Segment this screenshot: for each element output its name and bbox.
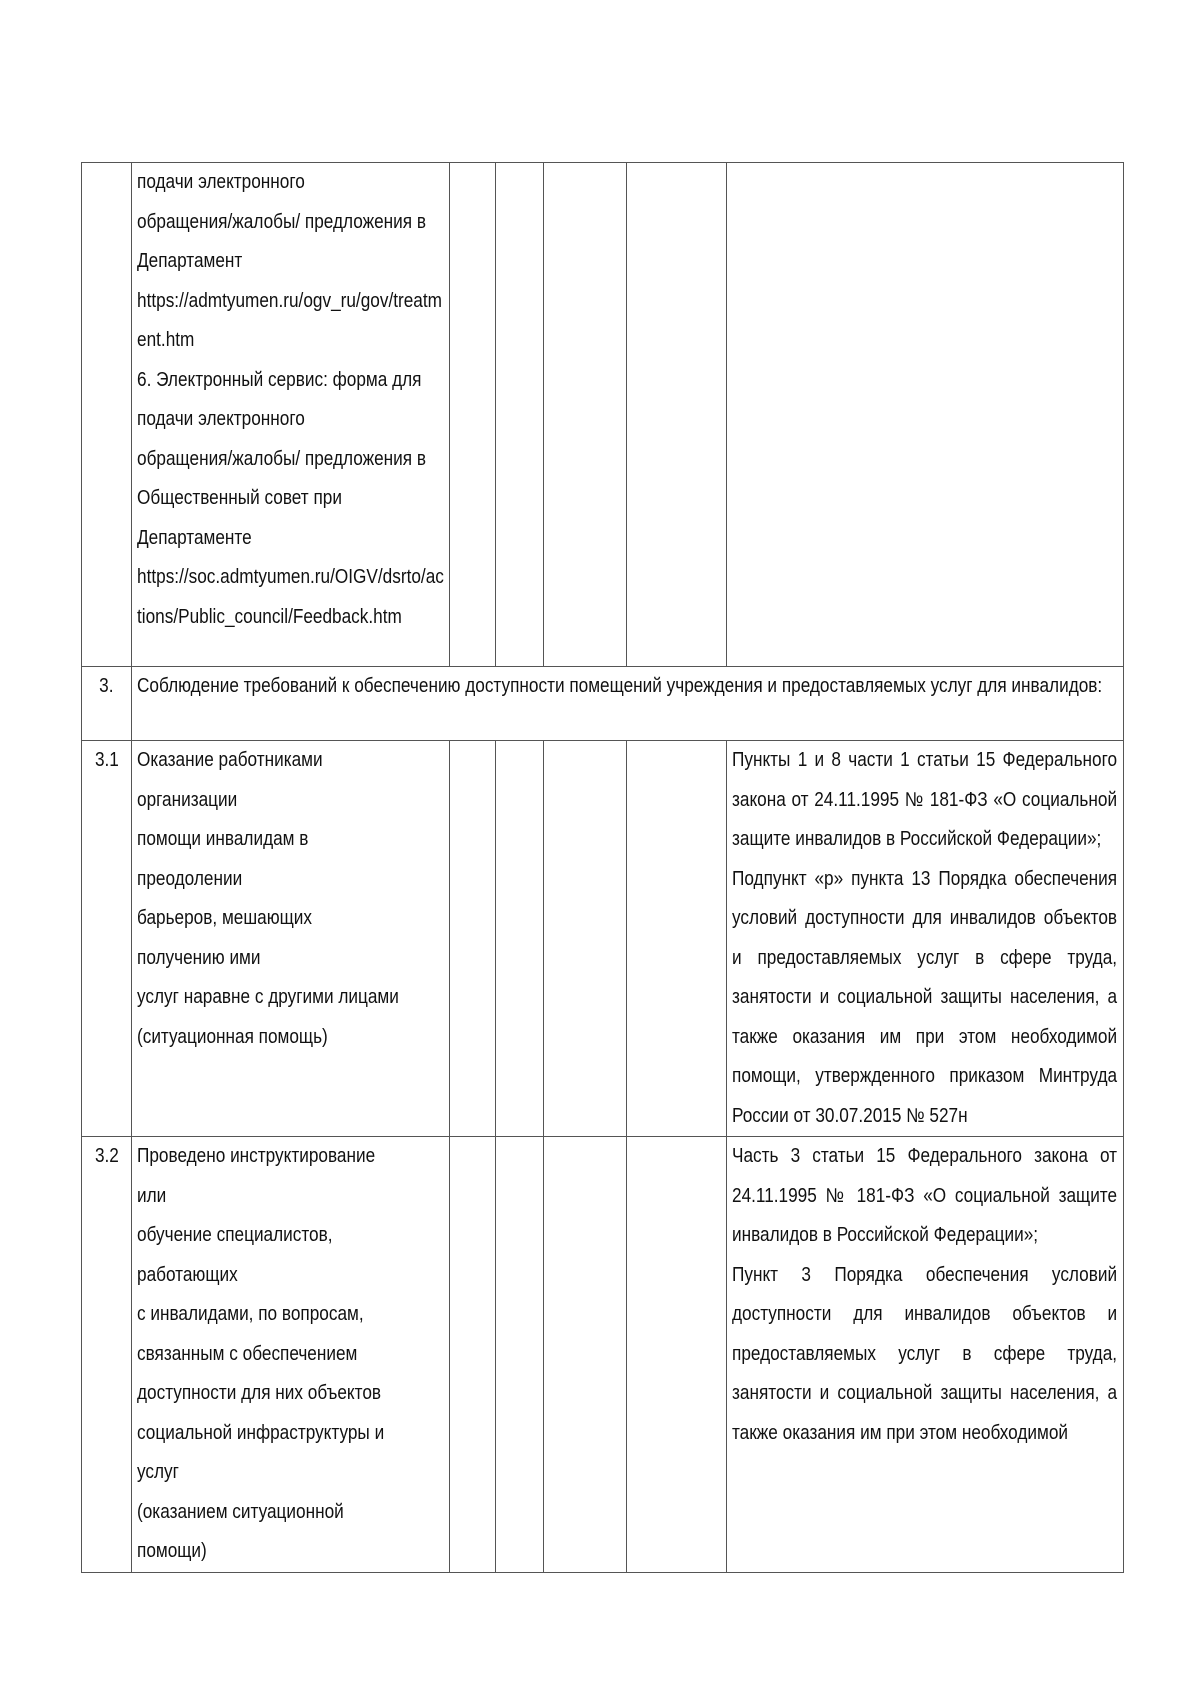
table-row-3-2 — [82, 1137, 1124, 1573]
table-row-continuation — [82, 163, 1124, 667]
legal-basis-paragraph: Часть 3 статьи 15 Федерального закона от 24.11.1995 № 181-ФЗ «О социальной защите инвалидов в Российской Федерации»; — [732, 1145, 1118, 1246]
empty-cell — [450, 1137, 496, 1573]
row-number-cell: 3.1 — [82, 741, 132, 1137]
empty-cell — [627, 741, 727, 1137]
empty-cell — [627, 1137, 727, 1573]
empty-cell — [496, 741, 544, 1137]
legal-basis-paragraph: Подпункт «р» пункта 13 Порядка обеспечения условий доступности для инвалидов объектов и предоставляемых услуг в сфере труда, занятости и социальной защиты населения, а также оказания им при этом необходимой помощи, утвержденного приказом Минтруда России от 30.07.2015 № 527н — [732, 867, 1118, 1127]
empty-cell — [496, 1137, 544, 1573]
table-row-3-1 — [82, 741, 1124, 1137]
section-number-cell: 3. — [82, 667, 132, 741]
row-number-cell — [82, 163, 132, 667]
section-header-row — [82, 667, 1124, 741]
legal-basis-paragraph: Пункты 1 и 8 части 1 статьи 15 Федерального закона от 24.11.1995 № 181-ФЗ «О социальной защите инвалидов в Российской Федерации»; — [732, 749, 1118, 850]
criterion-cell: Проведено инструктирование или обучение специалистов, работающих с инвалидами, по вопросам, связанным с обеспечением доступности для них объектов социальной инфраструктуры и услуг (оказанием ситуационной помощи) — [132, 1137, 450, 1573]
empty-cell — [544, 741, 627, 1137]
criterion-cell: подачи электронного обращения/жалобы/ предложения в Департамент https://admtyumen.ru/ogv_ru/gov/treatm ent.htm 6. Электронный сервис: форма для подачи электронного обращения/жалобы/ предложения в Общественный совет при Департаменте https://soc.admtyumen.ru/OIGV/dsrto/ac tions/Public_council/Feedback.htm — [132, 163, 450, 667]
empty-cell — [496, 163, 544, 667]
empty-cell — [544, 163, 627, 667]
section-title-cell: Соблюдение требований к обеспечению доступности помещений учреждения и предоставляемых услуг для инвалидов: — [132, 667, 1124, 741]
empty-cell — [544, 1137, 627, 1573]
empty-cell — [450, 163, 496, 667]
legal-basis-paragraph: Пункт 3 Порядка обеспечения условий доступности для инвалидов объектов и предоставляемых услуг в сфере труда, занятости и социальной защиты населения, а также оказания им при этом необходимой — [732, 1263, 1118, 1444]
legal-basis-cell — [727, 1137, 1124, 1573]
empty-cell — [627, 163, 727, 667]
legal-basis-cell — [727, 163, 1124, 667]
legal-basis-cell — [727, 741, 1124, 1137]
criterion-cell: Оказание работниками организации помощи инвалидам в преодолении барьеров, мешающих получению ими услуг наравне с другими лицами (ситуационная помощь) — [132, 741, 450, 1137]
empty-cell — [450, 741, 496, 1137]
row-number-cell: 3.2 — [82, 1137, 132, 1573]
requirements-table — [81, 162, 1124, 1573]
